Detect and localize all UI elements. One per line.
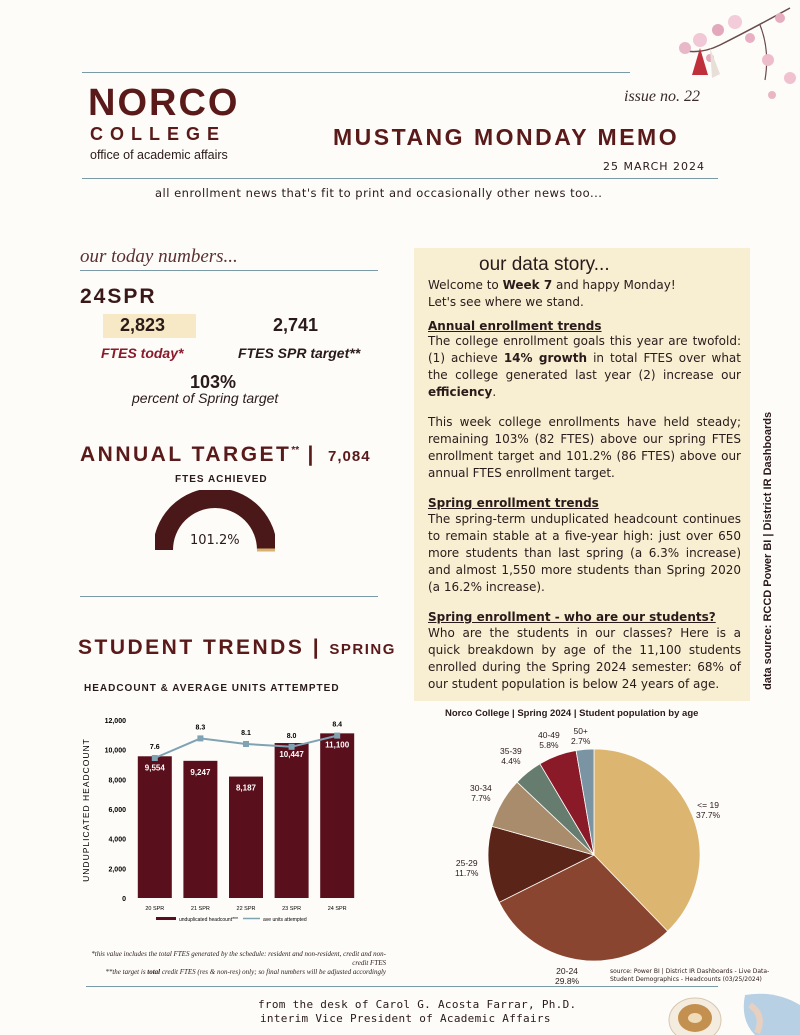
bar — [229, 777, 263, 898]
ftes-today-value: 2,823 — [120, 315, 166, 335]
y-axis-label: UNDUPLICATED HEADCOUNT — [81, 738, 91, 882]
bar-chart-title: HEADCOUNT & AVERAGE UNITS ATTEMPTED — [84, 683, 340, 694]
issue-number: issue no. 22 — [624, 88, 700, 105]
annual-target-value: 7,084 — [328, 448, 371, 465]
logo-office: office of academic affairs — [90, 148, 228, 162]
tagline: all enrollment news that's fit to print and occasionally other news too... — [155, 186, 603, 200]
pie-source: source: Power BI | District IR Dashboards - Live Data- Student Demographics - Headcounts (03/25/2024) — [610, 968, 770, 983]
units-value-label: 7.6 — [149, 744, 160, 751]
story-annual-text-2: This week college enrollments have held steady; remaining 103% (82 FTES) above our spring FTES enrollment target and 101.2% (86 FTES) above our annual FTES enrollment target. — [428, 415, 741, 480]
x-tick-label: 24 SPR — [327, 906, 347, 912]
bar — [275, 743, 309, 898]
x-tick-label: 21 SPR — [190, 906, 210, 912]
bar-value-label: 10,447 — [279, 750, 304, 760]
pie-label-50plus: 50+ 2.7% — [571, 726, 591, 746]
pie-label-35-39: 35-39 4.4% — [500, 746, 522, 766]
age-pie-chart — [484, 745, 704, 965]
bar-value-label: 8,187 — [235, 783, 257, 793]
coffee-cup-decoration — [665, 985, 800, 1035]
pie-label-40-49: 40-49 5.8% — [538, 730, 560, 750]
y-tick-label: 2,000 — [108, 866, 126, 874]
y-tick-label: 10,000 — [104, 747, 126, 755]
units-value-label: 8.4 — [332, 721, 343, 729]
legend-units: ave units attempted — [263, 917, 307, 923]
story-students-text: Who are the students in our classes? Here is a quick breakdown by age of the 11,100 students enrolled during the Spring 2024 semester: 68% of our student population is below 24 years of age. — [428, 626, 741, 691]
ftes-achieved-label: FTES ACHIEVED — [175, 474, 268, 485]
y-tick-label: 0 — [122, 896, 126, 903]
story-annual-text: The college enrollment goals this year are twofold: (1) achieve 14% growth in total FTES over what the college generated last year (2) increase our efficiency. — [428, 334, 741, 399]
ftes-target-value: 2,741 — [273, 315, 319, 335]
units-point — [289, 744, 295, 750]
legend-headcount: unduplicated headcount*** — [179, 917, 238, 923]
bar-value-label: 9,554 — [144, 763, 165, 773]
term-heading: 24SPR — [80, 285, 157, 308]
legend-swatch-headcount — [156, 917, 176, 920]
headcount-bar-chart — [78, 700, 378, 930]
units-point — [152, 755, 158, 761]
student-trends-heading: STUDENT TRENDS | SPRING — [78, 636, 396, 659]
memo-date: 25 MARCH 2024 — [603, 160, 706, 173]
footnotes: *this value includes the total FTES generated by the schedule: resident and non-resident, credit and non-credit FTES **the target is total credit FTES (res & non-res) only; so final numbers will be adjusted accordingly — [91, 950, 386, 976]
pct-target-label: percent of Spring target — [132, 390, 279, 406]
bar — [138, 756, 172, 898]
units-point — [243, 741, 249, 747]
logo-college: COLLEGE — [90, 124, 227, 144]
x-tick-label: 23 SPR — [282, 906, 302, 912]
memo-title: MUSTANG MONDAY MEMO — [333, 124, 680, 150]
story-heading-students: Spring enrollment - who are our students? — [428, 610, 716, 624]
units-value-label: 8.0 — [286, 732, 297, 740]
y-tick-label: 4,000 — [108, 836, 126, 844]
x-tick-label: 22 SPR — [236, 906, 256, 912]
story-heading-annual: Annual enrollment trends — [428, 319, 602, 333]
y-tick-label: 8,000 — [108, 777, 126, 785]
pie-label-20-24: 20-24 29.8% — [555, 966, 580, 986]
y-tick-label: 12,000 — [104, 718, 126, 725]
gauge-value: 101.2% — [190, 533, 240, 548]
units-point — [334, 733, 340, 739]
pie-label-25-29: 25-29 11.7% — [455, 858, 479, 878]
pct-target-value: 103% — [190, 372, 237, 392]
units-point — [197, 735, 203, 741]
story-welcome: Welcome to Week 7 and happy Monday! Let's see where we stand. — [428, 278, 676, 309]
bar — [320, 733, 354, 898]
story-spring-text: The spring-term unduplicated headcount continues to remain stable at a five-year high: just over 650 more students than last spring (a 6.3% increase) and almost 1,550 more students than Spring 2020 (a 16.2% increase). — [428, 512, 741, 594]
data-story-heading: our data story... — [479, 254, 610, 275]
pie-label-30-34: 30-34 7.7% — [470, 783, 492, 803]
side-data-source: data source: RCCD Power BI | District IR Dashboards — [762, 411, 774, 690]
story-heading-spring: Spring enrollment trends — [428, 496, 599, 510]
bar-value-label: 11,100 — [325, 740, 350, 750]
pie-label-19: <= 19 37.7% — [696, 800, 721, 820]
x-tick-label: 20 SPR — [145, 906, 165, 912]
ftes-target-label: FTES SPR target** — [238, 345, 361, 361]
bar-value-label: 9,247 — [190, 767, 211, 777]
pie-chart-title: Norco College | Spring 2024 | Student population by age — [445, 708, 699, 719]
bar — [183, 761, 217, 898]
annual-target-heading: ANNUAL TARGET** | — [80, 443, 316, 466]
signature-block: from the desk of Carol G. Acosta Farrar, Ph.D. interim Vice President of Academic Affairs — [258, 998, 577, 1025]
units-value-label: 8.3 — [195, 724, 206, 732]
units-value-label: 8.1 — [241, 730, 251, 737]
logo-norco: NORCO — [88, 82, 240, 124]
today-section-title: our today numbers... — [80, 246, 238, 267]
y-tick-label: 6,000 — [108, 807, 126, 814]
ftes-today-label: FTES today* — [101, 345, 184, 361]
